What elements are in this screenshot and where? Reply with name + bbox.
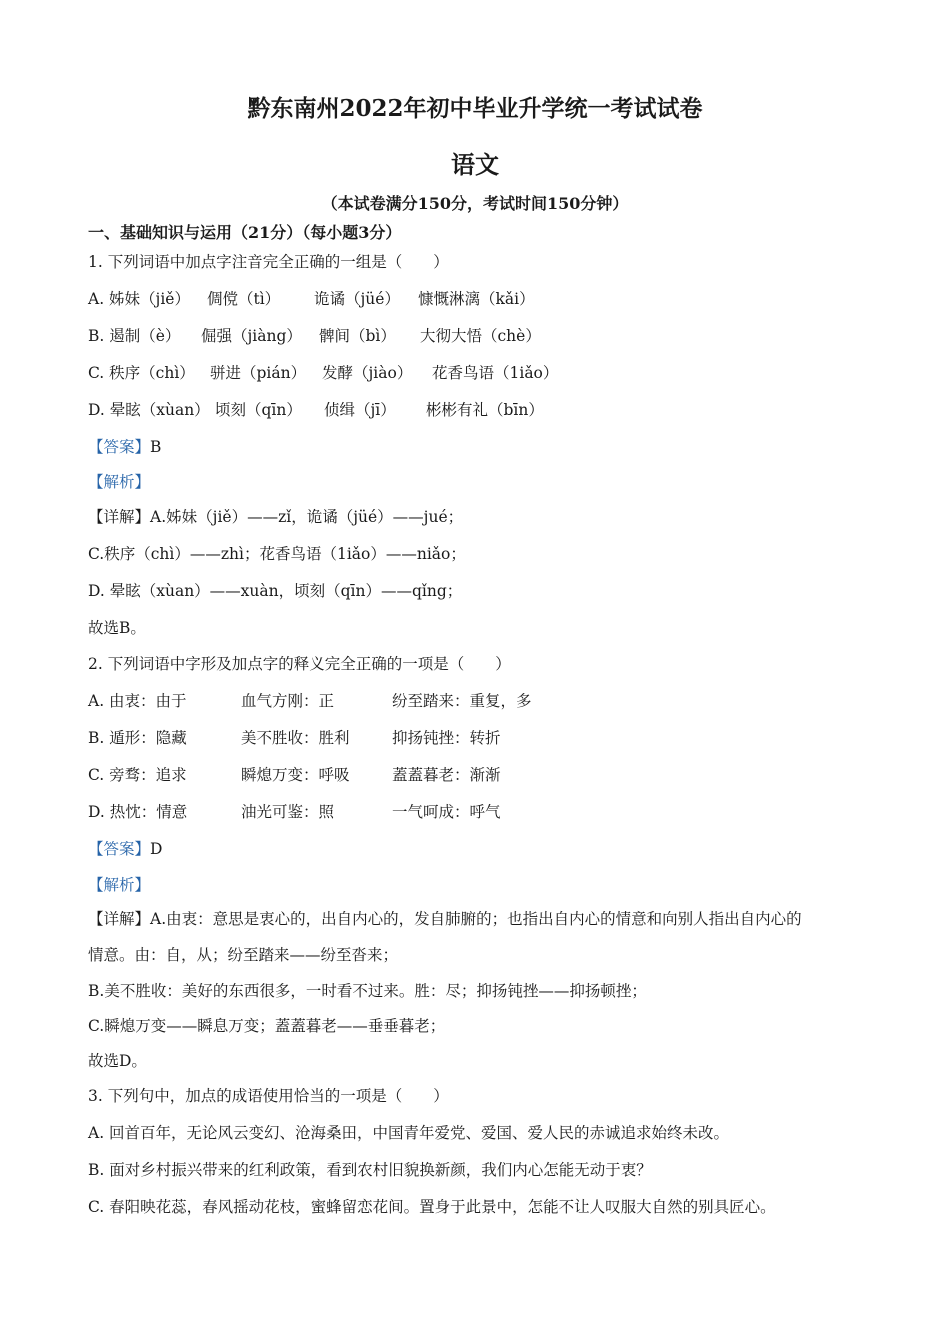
detail-tag: 【详解】 (88, 910, 151, 928)
exam-title: 黔东南州2022年初中毕业升学统一考试试卷 (247, 95, 703, 122)
answer-value: B (150, 438, 162, 456)
q1-stem: 1. 下列词语中加点字注音完全正确的一组是（ ） (88, 253, 449, 271)
answer-tag: 【答案】 (88, 438, 151, 456)
q2-option-c (88, 763, 501, 785)
q2-option-d (88, 800, 501, 822)
q1-option-b (88, 324, 541, 346)
q1-option-text: 倔强（jiàng） (201, 327, 302, 345)
q1-conclusion: 故选B。 (88, 619, 146, 637)
q2-detail-line: 情意。由：自，从；纷至踏来——纷至沓来； (88, 946, 399, 964)
q1-option-text: 倜傥（tì） (207, 290, 281, 308)
q1-option-text: 大彻大悟（chè） (420, 327, 541, 345)
q2-option-text: B. 遁形：隐藏 (88, 729, 187, 747)
q2-option-text: 瞬熄万变：呼吸 (241, 766, 350, 784)
q1-option-text: 髀间（bì） (319, 327, 396, 345)
q1-option-text: 花香鸟语（1iǎo） (432, 364, 559, 382)
q3-stem: 3. 下列句中，加点的成语使用恰当的一项是（ ） (88, 1087, 449, 1105)
q1-option-c (88, 361, 558, 383)
q3-option-c: C. 春阳映花蕊，春风摇动花枝，蜜蜂留恋花间。置身于此景中，怎能不让人叹服大自然的别具匠心。 (88, 1198, 776, 1216)
q1-option-text: 顷刻（qīn） (215, 401, 302, 419)
q3-option-b: B. 面对乡村振兴带来的红利政策，看到农村旧貌换新颜，我们内心怎能无动于衷？ (88, 1161, 652, 1179)
q1-option-d (88, 398, 544, 420)
q2-option-text: 血气方刚：正 (241, 692, 335, 710)
q1-answer (88, 435, 161, 457)
q1-analysis-tag: 【解析】 (88, 473, 151, 491)
q2-stem: 2. 下列词语中字形及加点字的释义完全正确的一项是（ ） (88, 655, 511, 673)
q2-option-text: 抑扬钝挫：转折 (392, 729, 501, 747)
detail-text: A.由衷：意思是衷心的，出自内心的，发自肺腑的；也指出自内心的情意和向别人指出自内心的 (150, 910, 802, 928)
q2-answer (88, 837, 162, 859)
q2-option-text: 纷至踏来：重复，多 (392, 692, 532, 710)
detail-tag: 【详解】 (88, 508, 151, 526)
q2-option-text: 油光可鉴：照 (241, 803, 335, 821)
exam-note: （本试卷满分150分，考试时间150分钟） (321, 194, 629, 213)
q1-detail-line: D. 晕眩（xùan）——xuàn，顷刻（qīn）——qǐng； (88, 582, 463, 600)
q1-option-text: C. 秩序（chì） (88, 364, 195, 382)
q2-option-text: D. 热忱：情意 (88, 803, 188, 821)
q2-analysis-tag: 【解析】 (88, 876, 151, 894)
q1-option-text: B. 遏制（è） (88, 327, 181, 345)
q2-option-text: 美不胜收：胜利 (241, 729, 350, 747)
answer-tag: 【答案】 (88, 840, 151, 858)
q1-option-text: 慷慨淋漓（kǎi） (418, 290, 535, 308)
q1-option-text: 彬彬有礼（bīn） (426, 401, 544, 419)
q1-detail-line (88, 505, 463, 527)
subject-title: 语文 (451, 150, 499, 179)
section-heading: 一、基础知识与运用（21分）（每小题3分） (88, 223, 402, 242)
detail-text: A.姊妹（jiě）——zǐ，诡谲（jüé）——jué； (150, 508, 464, 526)
q2-conclusion: 故选D。 (88, 1052, 147, 1070)
q3-option-a: A. 回首百年，无论风云变幻、沧海桑田，中国青年爱党、爱国、爱人民的赤诚追求始终未改。 (88, 1124, 730, 1142)
q2-option-a (88, 689, 532, 711)
q2-option-text: C. 旁骛：追求 (88, 766, 187, 784)
q2-detail-line: C.瞬熄万变——瞬息万变；蓋蓋暮老——垂垂暮老； (88, 1017, 446, 1035)
q1-option-text: 骈进（pián） (210, 364, 307, 382)
q1-option-text: 发酵（jiào） (322, 364, 413, 382)
q1-detail-line: C.秩序（chì）——zhì；花香鸟语（1iǎo）——niǎo； (88, 545, 466, 563)
q2-option-b (88, 726, 501, 748)
q2-detail-line: B.美不胜收：美好的东西很多，一时看不过来。胜：尽；抑扬钝挫——抑扬顿挫； (88, 982, 647, 1000)
q2-detail-line (88, 907, 802, 929)
q1-option-a (88, 287, 535, 309)
q1-option-text: 诡谲（jüé） (314, 290, 400, 308)
q1-option-text: A. 姊妹（jiě） (88, 290, 190, 308)
q2-option-text: A. 由衷：由于 (88, 692, 187, 710)
answer-value: D (150, 840, 163, 858)
q2-option-text: 蓋蓋暮老：渐渐 (392, 766, 501, 784)
q1-option-text: 侦缉（jī） (324, 401, 396, 419)
q1-option-text: D. 晕眩（xùan） (88, 401, 210, 419)
q2-option-text: 一气呵成：呼气 (392, 803, 501, 821)
